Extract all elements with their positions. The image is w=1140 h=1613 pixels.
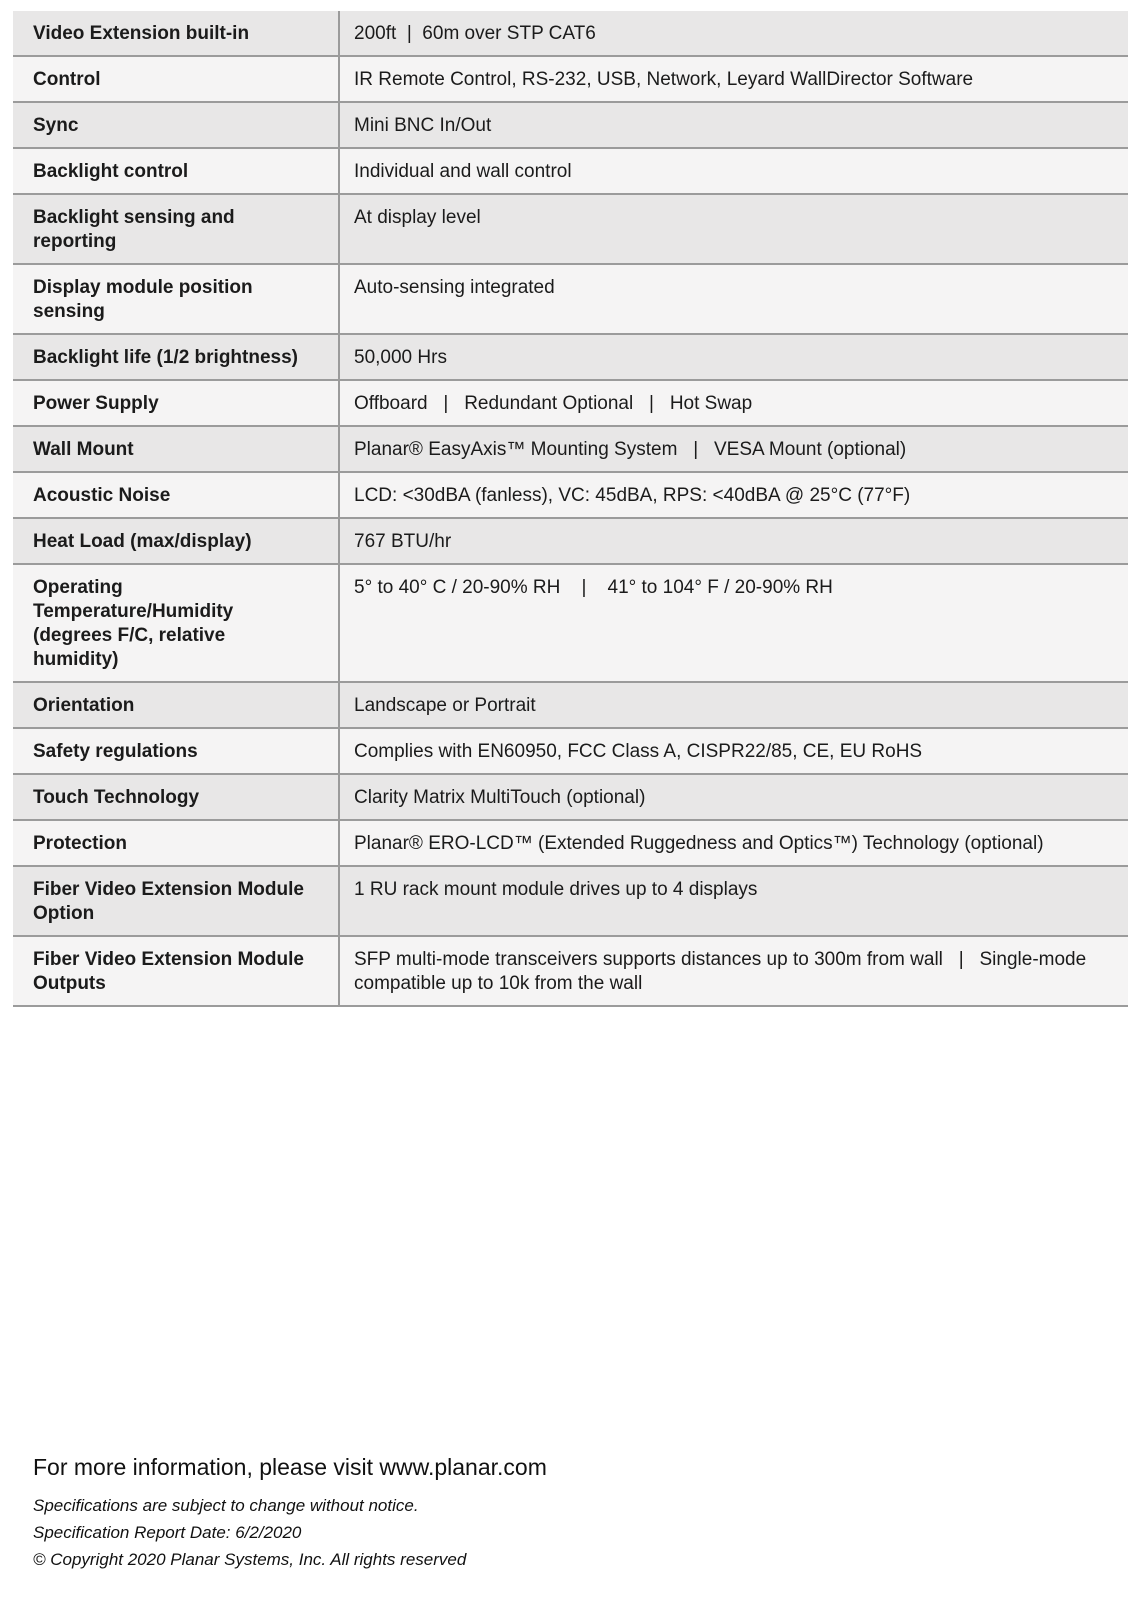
spec-label: Control bbox=[33, 69, 101, 90]
spec-label: Sync bbox=[33, 115, 79, 136]
spec-label: Wall Mount bbox=[33, 439, 134, 460]
spec-row bbox=[13, 11, 1128, 57]
spec-value: 200ft | 60m over STP CAT6 bbox=[338, 11, 1128, 55]
spec-value: 50,000 Hrs bbox=[338, 335, 1128, 379]
footer-note-changes: Specifications are subject to change without notice. bbox=[33, 1496, 419, 1515]
spec-value: Planar® EasyAxis™ Mounting System | VESA Mount (optional) bbox=[338, 427, 1128, 471]
spec-label: Backlight control bbox=[33, 161, 189, 182]
footer-note-date: Specification Report Date: 6/2/2020 bbox=[33, 1523, 302, 1542]
spec-label: Backlight life (1/2 brightness) bbox=[33, 347, 298, 368]
spec-value: SFP multi-mode transceivers supports distances up to 300m from wall | Single-mode compatible up to 10k from the wall bbox=[338, 937, 1128, 1005]
spec-label: Heat Load (max/display) bbox=[33, 531, 252, 552]
spec-row bbox=[13, 265, 1128, 335]
spec-row bbox=[13, 729, 1128, 775]
spec-value: Mini BNC In/Out bbox=[338, 103, 1128, 147]
footer-info: For more information, please visit www.planar.com bbox=[33, 1454, 547, 1480]
spec-row bbox=[13, 937, 1128, 1007]
spec-label: Safety regulations bbox=[33, 741, 198, 762]
spec-label: Video Extension built-in bbox=[33, 23, 250, 44]
footer bbox=[33, 1452, 1113, 1573]
spec-value: Complies with EN60950, FCC Class A, CISPR22/85, CE, EU RoHS bbox=[338, 729, 1128, 773]
spec-value: 1 RU rack mount module drives up to 4 displays bbox=[338, 867, 1128, 935]
spec-value: 767 BTU/hr bbox=[338, 519, 1128, 563]
spec-row bbox=[13, 103, 1128, 149]
spec-value: Individual and wall control bbox=[338, 149, 1128, 193]
footer-note-copyright: © Copyright 2020 Planar Systems, Inc. All rights reserved bbox=[33, 1550, 467, 1569]
spec-label: Touch Technology bbox=[33, 787, 200, 808]
spec-row bbox=[13, 335, 1128, 381]
spec-label: Fiber Video Extension Module Option bbox=[33, 879, 304, 924]
spec-row bbox=[13, 565, 1128, 683]
spec-row bbox=[13, 381, 1128, 427]
spec-row bbox=[13, 775, 1128, 821]
spec-row bbox=[13, 867, 1128, 937]
spec-row bbox=[13, 149, 1128, 195]
spec-row bbox=[13, 683, 1128, 729]
spec-value: 5° to 40° C / 20-90% RH | 41° to 104° F / 20-90% RH bbox=[338, 565, 1128, 681]
spec-label: Operating Temperature/Humidity (degrees F/C, relative humidity) bbox=[33, 577, 234, 670]
spec-label: Power Supply bbox=[33, 393, 159, 414]
spec-label: Display module position sensing bbox=[33, 277, 253, 322]
spec-value: LCD: <30dBA (fanless), VC: 45dBA, RPS: <40dBA @ 25°C (77°F) bbox=[338, 473, 1128, 517]
spec-value: Clarity Matrix MultiTouch (optional) bbox=[338, 775, 1128, 819]
spec-value: Offboard | Redundant Optional | Hot Swap bbox=[338, 381, 1128, 425]
spec-value: Planar® ERO-LCD™ (Extended Ruggedness and Optics™) Technology (optional) bbox=[338, 821, 1128, 865]
spec-value: At display level bbox=[338, 195, 1128, 263]
spec-row bbox=[13, 57, 1128, 103]
spec-label: Acoustic Noise bbox=[33, 485, 171, 506]
spec-value: IR Remote Control, RS-232, USB, Network, Leyard WallDirector Software bbox=[338, 57, 1128, 101]
spec-row bbox=[13, 519, 1128, 565]
spec-value: Landscape or Portrait bbox=[338, 683, 1128, 727]
spec-row bbox=[13, 821, 1128, 867]
spec-label: Orientation bbox=[33, 695, 135, 716]
spec-label: Fiber Video Extension Module Outputs bbox=[33, 949, 304, 994]
spec-row bbox=[13, 473, 1128, 519]
spec-value: Auto-sensing integrated bbox=[338, 265, 1128, 333]
spec-table bbox=[13, 11, 1128, 1007]
spec-row bbox=[13, 427, 1128, 473]
spec-label: Protection bbox=[33, 833, 127, 854]
spec-label: Backlight sensing and reporting bbox=[33, 207, 235, 252]
spec-row bbox=[13, 195, 1128, 265]
